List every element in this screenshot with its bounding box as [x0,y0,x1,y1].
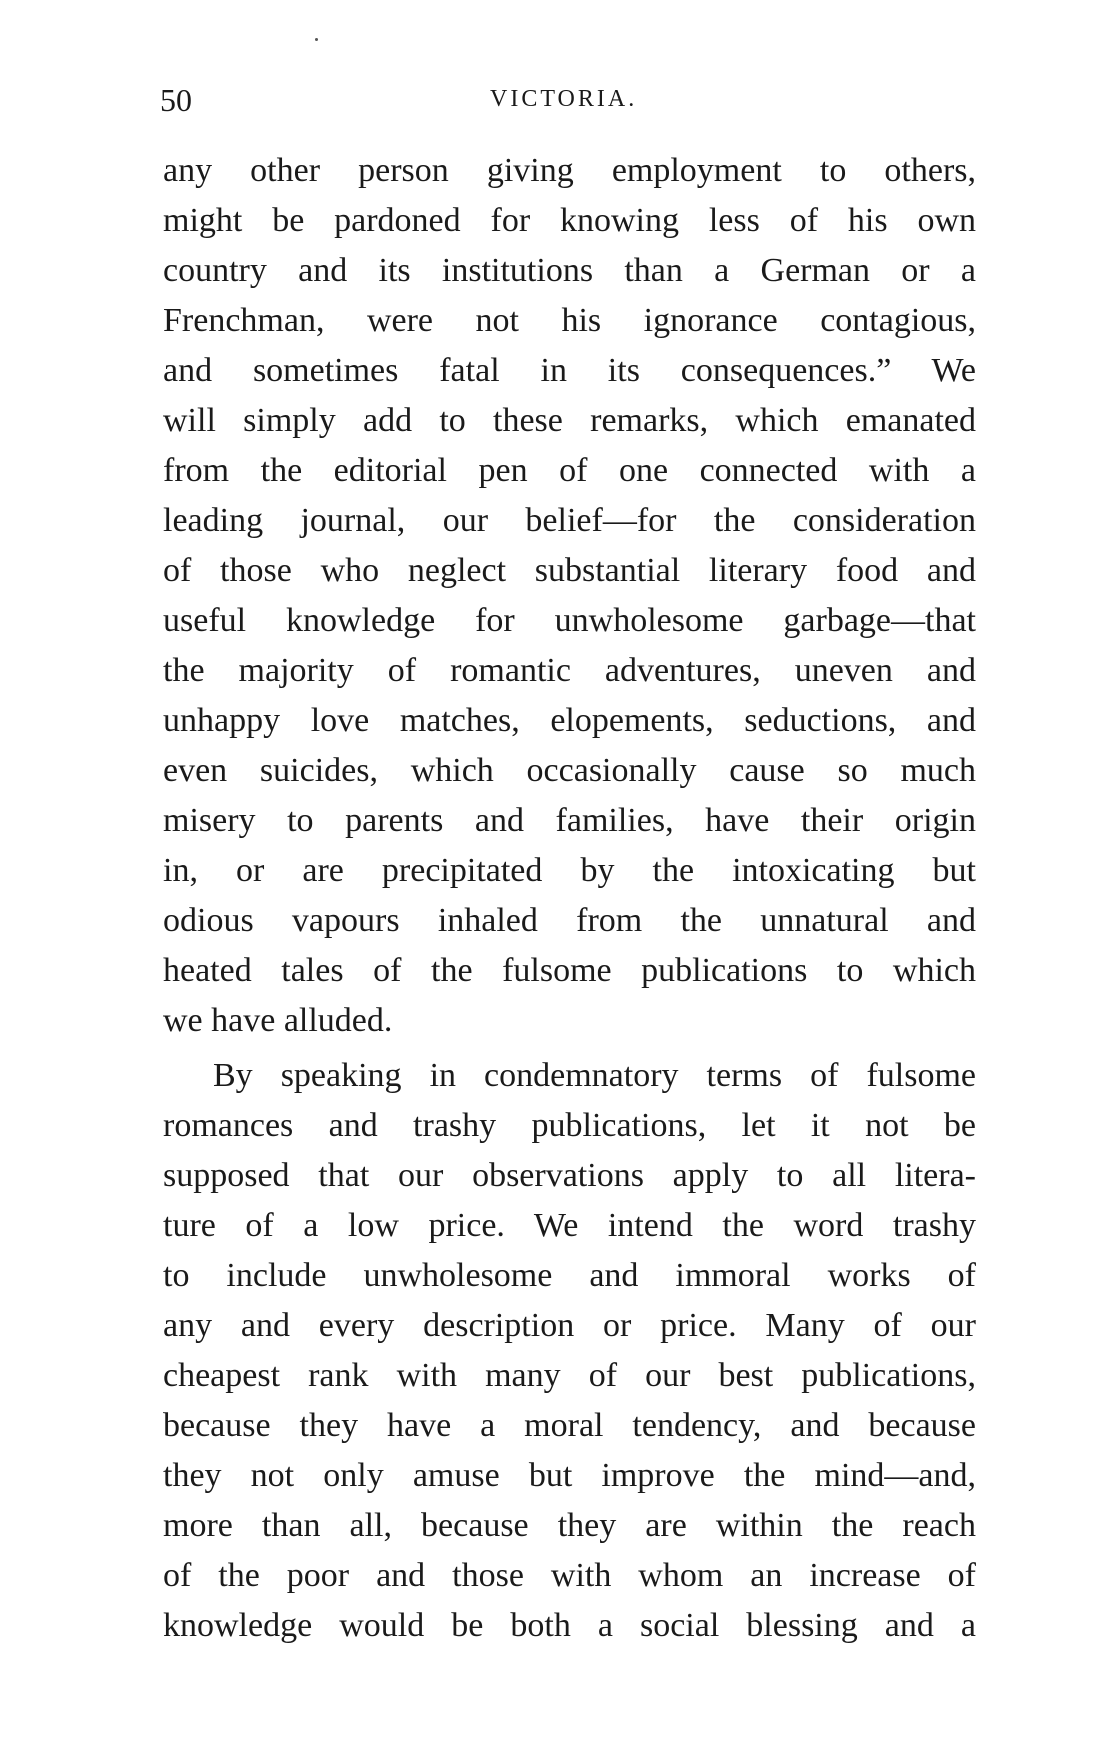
text-line: and sometimes fatal in its consequences.” We [163,352,976,389]
text-line: Frenchman, were not his ignorance contagious, [163,302,976,339]
text-line: the majority of romantic adventures, uneven and [163,652,976,689]
text-line: supposed that our observations apply to all litera- [163,1157,976,1194]
text-line: odious vapours inhaled from the unnatural and [163,902,976,939]
text-line: any and every description or price. Many of our [163,1307,976,1344]
page-number: 50 [160,82,192,118]
text-line: heated tales of the fulsome publications to which [163,952,976,989]
text-line: of the poor and those with whom an increase of [163,1557,976,1594]
print-speck [315,38,318,41]
text-line: country and its institutions than a German or a [163,252,976,289]
text-line: might be pardoned for knowing less of his own [163,202,976,239]
text-line: cheapest rank with many of our best publications, [163,1357,976,1394]
text-line: because they have a moral tendency, and because [163,1407,976,1444]
paragraph-1 [163,146,976,1046]
body-text [163,146,976,1651]
text-line: even suicides, which occasionally cause so much [163,752,976,789]
page-header [160,82,980,122]
text-line: to include unwholesome and immoral works of [163,1257,976,1294]
text-line: of those who neglect substantial literary food and [163,552,976,589]
text-line: from the editorial pen of one connected with a [163,452,976,489]
text-line: will simply add to these remarks, which emanated [163,402,976,439]
text-line: unhappy love matches, elopements, seductions, and [163,702,976,739]
text-line: ture of a low price. We intend the word trashy [163,1207,976,1244]
text-line: any other person giving employment to others, [163,152,976,189]
running-head: VICTORIA. [490,86,638,112]
paragraph-2 [163,1051,976,1651]
text-line: more than all, because they are within the reach [163,1507,976,1544]
text-line: in, or are precipitated by the intoxicating but [163,852,976,889]
text-line: leading journal, our belief—for the consideration [163,502,976,539]
text-line: By speaking in condemnatory terms of fulsome [213,1057,976,1094]
text-line: useful knowledge for unwholesome garbage—that [163,602,976,639]
text-line: misery to parents and families, have their origin [163,802,976,839]
text-line: knowledge would be both a social blessing and a [163,1607,976,1644]
text-line: they not only amuse but improve the mind—and, [163,1457,976,1494]
text-line: romances and trashy publications, let it not be [163,1107,976,1144]
text-line: we have alluded. [163,1002,393,1039]
